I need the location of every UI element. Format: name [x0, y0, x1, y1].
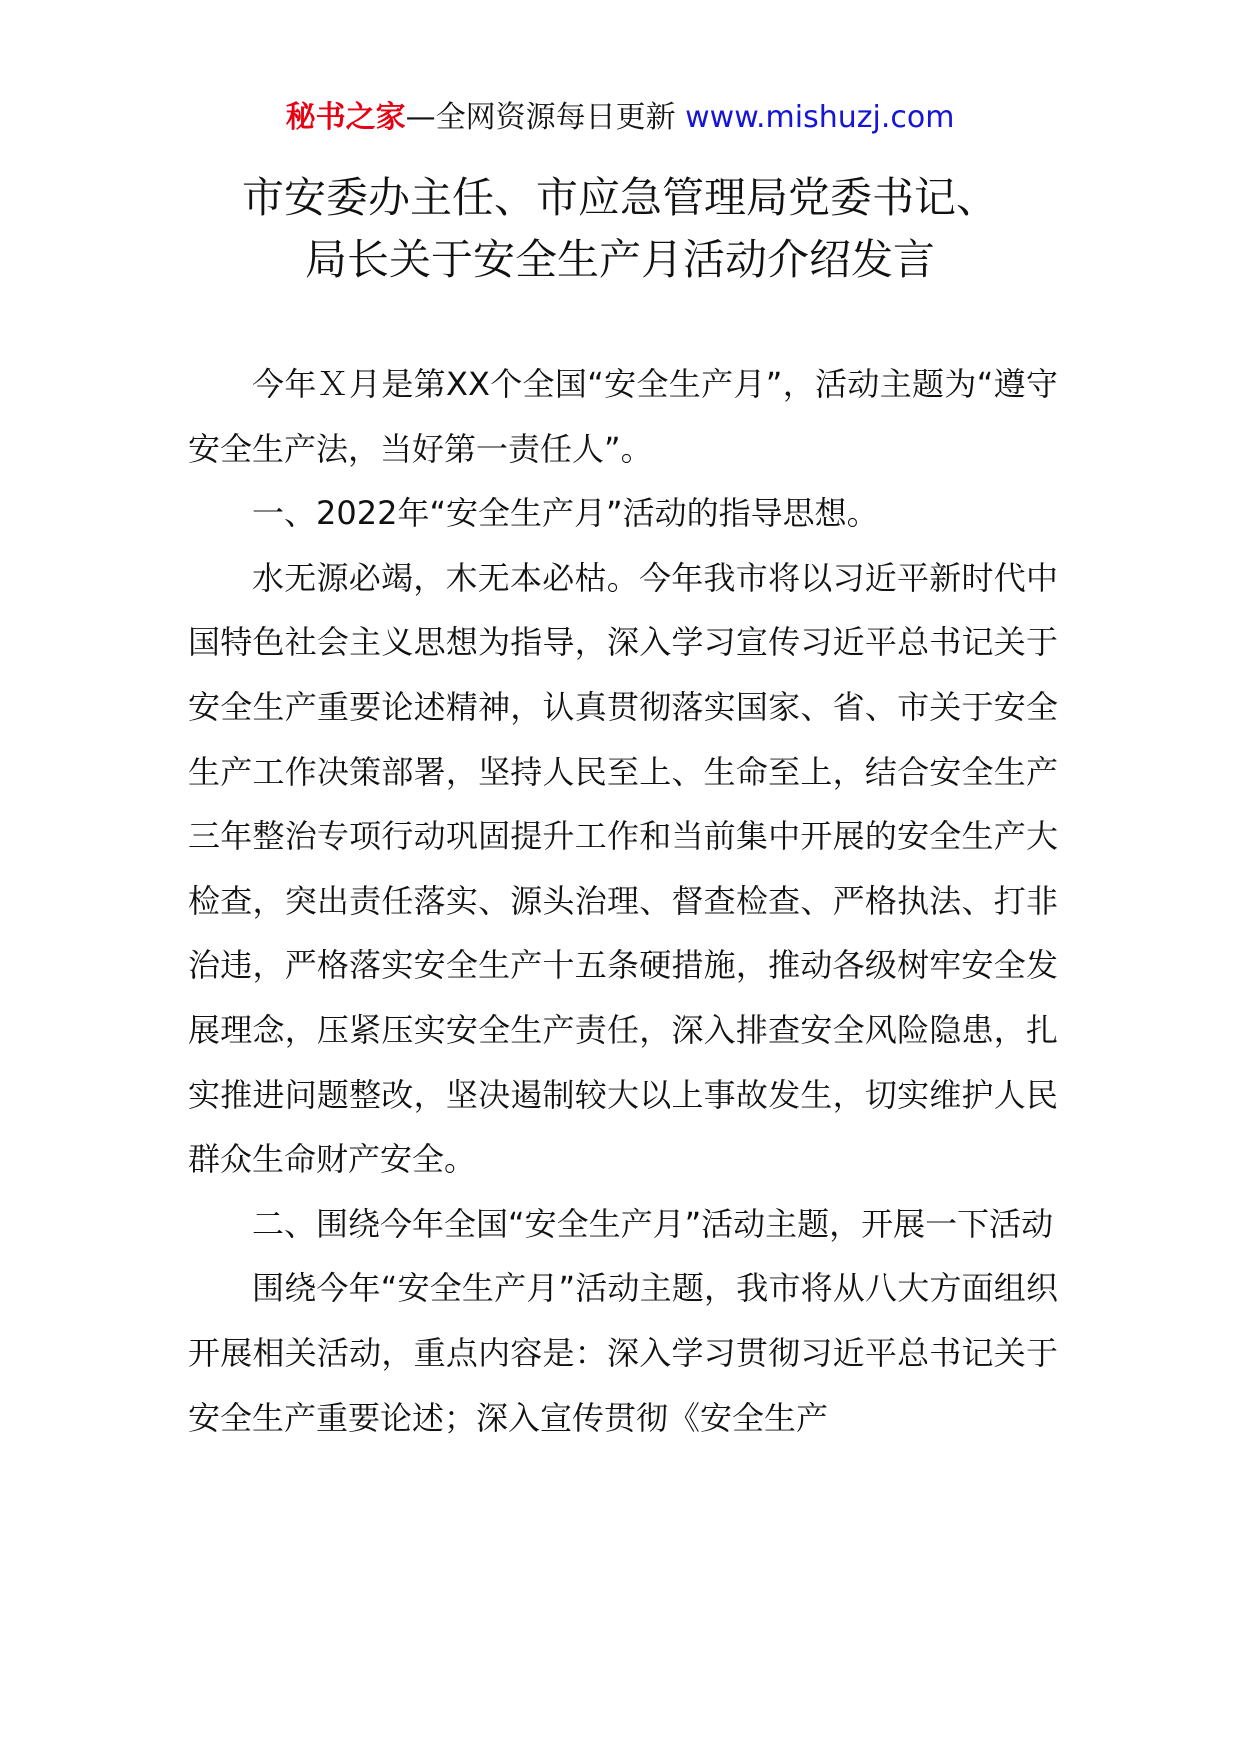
- guiding-thought-paragraph: 水无源必竭，木无本必枯。今年我市将以习近平新时代中国特色社会主义思想为指导，深入学习宣传习近平总书记关于安全生产重要论述精神，认真贯彻落实国家、省、市关于安全生产工作决策部署，坚持人民至上、生命至上，结合安全生产三年整治专项行动巩固提升工作和当前集中开展的安全生产大检查，突出责任落实、源头治理、督查检查、严格执法、打非治违，严格落实安全生产十五条硬措施，推动各级树牢安全发展理念，压紧压实安全生产责任，深入排查安全风险隐患，扎实推进问题整改，坚决遏制较大以上事故发生，切实维护人民群众生命财产安全。: [188, 558, 1058, 1179]
- section-heading-2: 二、围绕今年全国“安全生产月”活动主题，开展一下活动: [252, 1204, 1054, 1243]
- section-heading-1: 一、2022年“安全生产月”活动的指导思想。: [252, 494, 879, 533]
- header-slogan: —全网资源每日更新: [405, 100, 676, 135]
- site-url-link[interactable]: www.mishuzj.com: [685, 100, 955, 135]
- site-header: [0, 98, 1240, 138]
- document-title-line-2: 局长关于安全生产月活动介绍发言: [304, 235, 935, 284]
- document-title-line-1: 市安委办主任、市应急管理局党委书记、: [241, 173, 998, 222]
- brand-name: 秘书之家: [285, 100, 406, 135]
- document-body: [188, 352, 1058, 1450]
- activities-paragraph: 围绕今年“安全生产月”活动主题，我市将从八大方面组织开展相关活动，重点内容是：深入学习贯彻习近平总书记关于安全生产重要论述；深入宣传贯彻《安全生产: [188, 1269, 1058, 1437]
- intro-paragraph: 今年Ｘ月是第XX个全国“安全生产月”，活动主题为“遵守安全生产法，当好第一责任人”。: [188, 365, 1058, 468]
